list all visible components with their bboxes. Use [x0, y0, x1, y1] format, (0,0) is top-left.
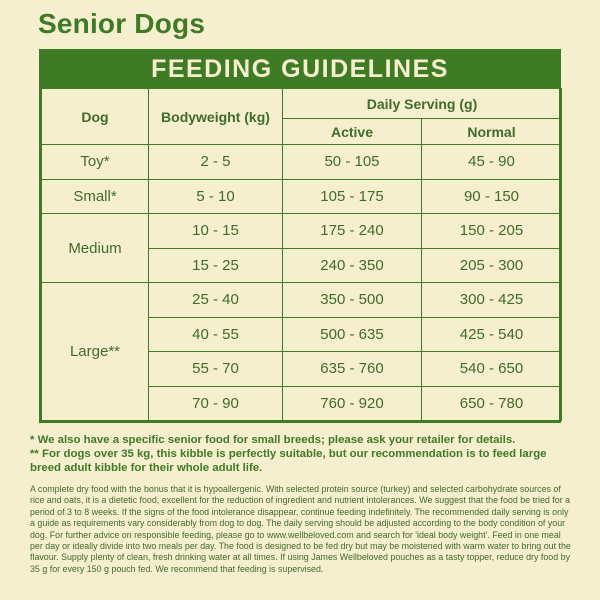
- table-heading: FEEDING GUIDELINES: [41, 51, 559, 88]
- normal-cell: 540 - 650: [422, 352, 562, 387]
- active-cell: 50 - 105: [283, 145, 422, 180]
- table-row: [42, 145, 562, 180]
- bodyweight-cell: 70 - 90: [149, 386, 283, 421]
- bodyweight-cell: 25 - 40: [149, 283, 283, 318]
- active-cell: 240 - 350: [283, 248, 422, 283]
- normal-cell: 650 - 780: [422, 386, 562, 421]
- active-cell: 500 - 635: [283, 317, 422, 352]
- dog-size-cell: Small*: [42, 179, 149, 214]
- dog-size-cell: Medium: [42, 214, 149, 283]
- footnote-small-breeds: * We also have a specific senior food for small breeds; please ask your retailer for details.: [30, 434, 516, 446]
- bodyweight-cell: 2 - 5: [149, 145, 283, 180]
- feeding-guidelines-table: [39, 49, 561, 423]
- normal-cell: 425 - 540: [422, 317, 562, 352]
- col-header-bodyweight: Bodyweight (kg): [149, 89, 283, 145]
- page-title: Senior Dogs: [38, 8, 206, 39]
- table-row: [42, 283, 562, 318]
- bodyweight-cell: 15 - 25: [149, 248, 283, 283]
- normal-cell: 205 - 300: [422, 248, 562, 283]
- active-cell: 760 - 920: [283, 386, 422, 421]
- normal-cell: 300 - 425: [422, 283, 562, 318]
- normal-cell: 150 - 205: [422, 214, 562, 249]
- active-cell: 105 - 175: [283, 179, 422, 214]
- active-cell: 175 - 240: [283, 214, 422, 249]
- footnote-large-breeds: ** For dogs over 35 kg, this kibble is perfectly suitable, but our recommendation is to feed large breed adult kibble for their whole adult life.: [30, 448, 547, 474]
- bodyweight-cell: 40 - 55: [149, 317, 283, 352]
- product-description: A complete dry food with the bonus that it is hypoallergenic. With selected protein source (turkey) and selected carbohydrate sources of rice and oats, it is a dietetic food, excellent for the reduction of ingredient and nutrient intolerances. We suggest that the food be tried for a period of 3 to 8 weeks. If the signs of the food intolerance disappear, continue feeding indefinitely. The recommended daily serving is only a guide as requirements vary considerably from dog to dog. The daily serving should be adjusted according to the body condition of your dog. For further advice on responsible feeding, please go to www.wellbeloved.com and search for 'ideal body weight'. Feed in one meal per day or ideally divide into two meals per day. The food is designed to be fed dry but may be moistened with warm water to bring out the flavour. Supply plenty of clean, fresh drinking water at all times. If using James Wellbeloved pouches as a tasty topper, reduce dry food by 35 g for every 150 g pouch fed. We recommend that feeding is supervised.: [30, 484, 571, 574]
- bodyweight-cell: 5 - 10: [149, 179, 283, 214]
- col-header-normal: Normal: [422, 119, 562, 145]
- col-header-dog: Dog: [42, 89, 149, 145]
- bodyweight-cell: 55 - 70: [149, 352, 283, 387]
- dog-size-cell: Large**: [42, 283, 149, 421]
- col-header-active: Active: [283, 119, 422, 145]
- dog-size-cell: Toy*: [42, 145, 149, 180]
- feeding-table: [41, 88, 562, 421]
- normal-cell: 45 - 90: [422, 145, 562, 180]
- active-cell: 350 - 500: [283, 283, 422, 318]
- normal-cell: 90 - 150: [422, 179, 562, 214]
- table-row: [42, 179, 562, 214]
- col-header-daily-serving: Daily Serving (g): [283, 89, 562, 119]
- active-cell: 635 - 760: [283, 352, 422, 387]
- table-row: [42, 214, 562, 249]
- header-row: [42, 89, 562, 119]
- bodyweight-cell: 10 - 15: [149, 214, 283, 249]
